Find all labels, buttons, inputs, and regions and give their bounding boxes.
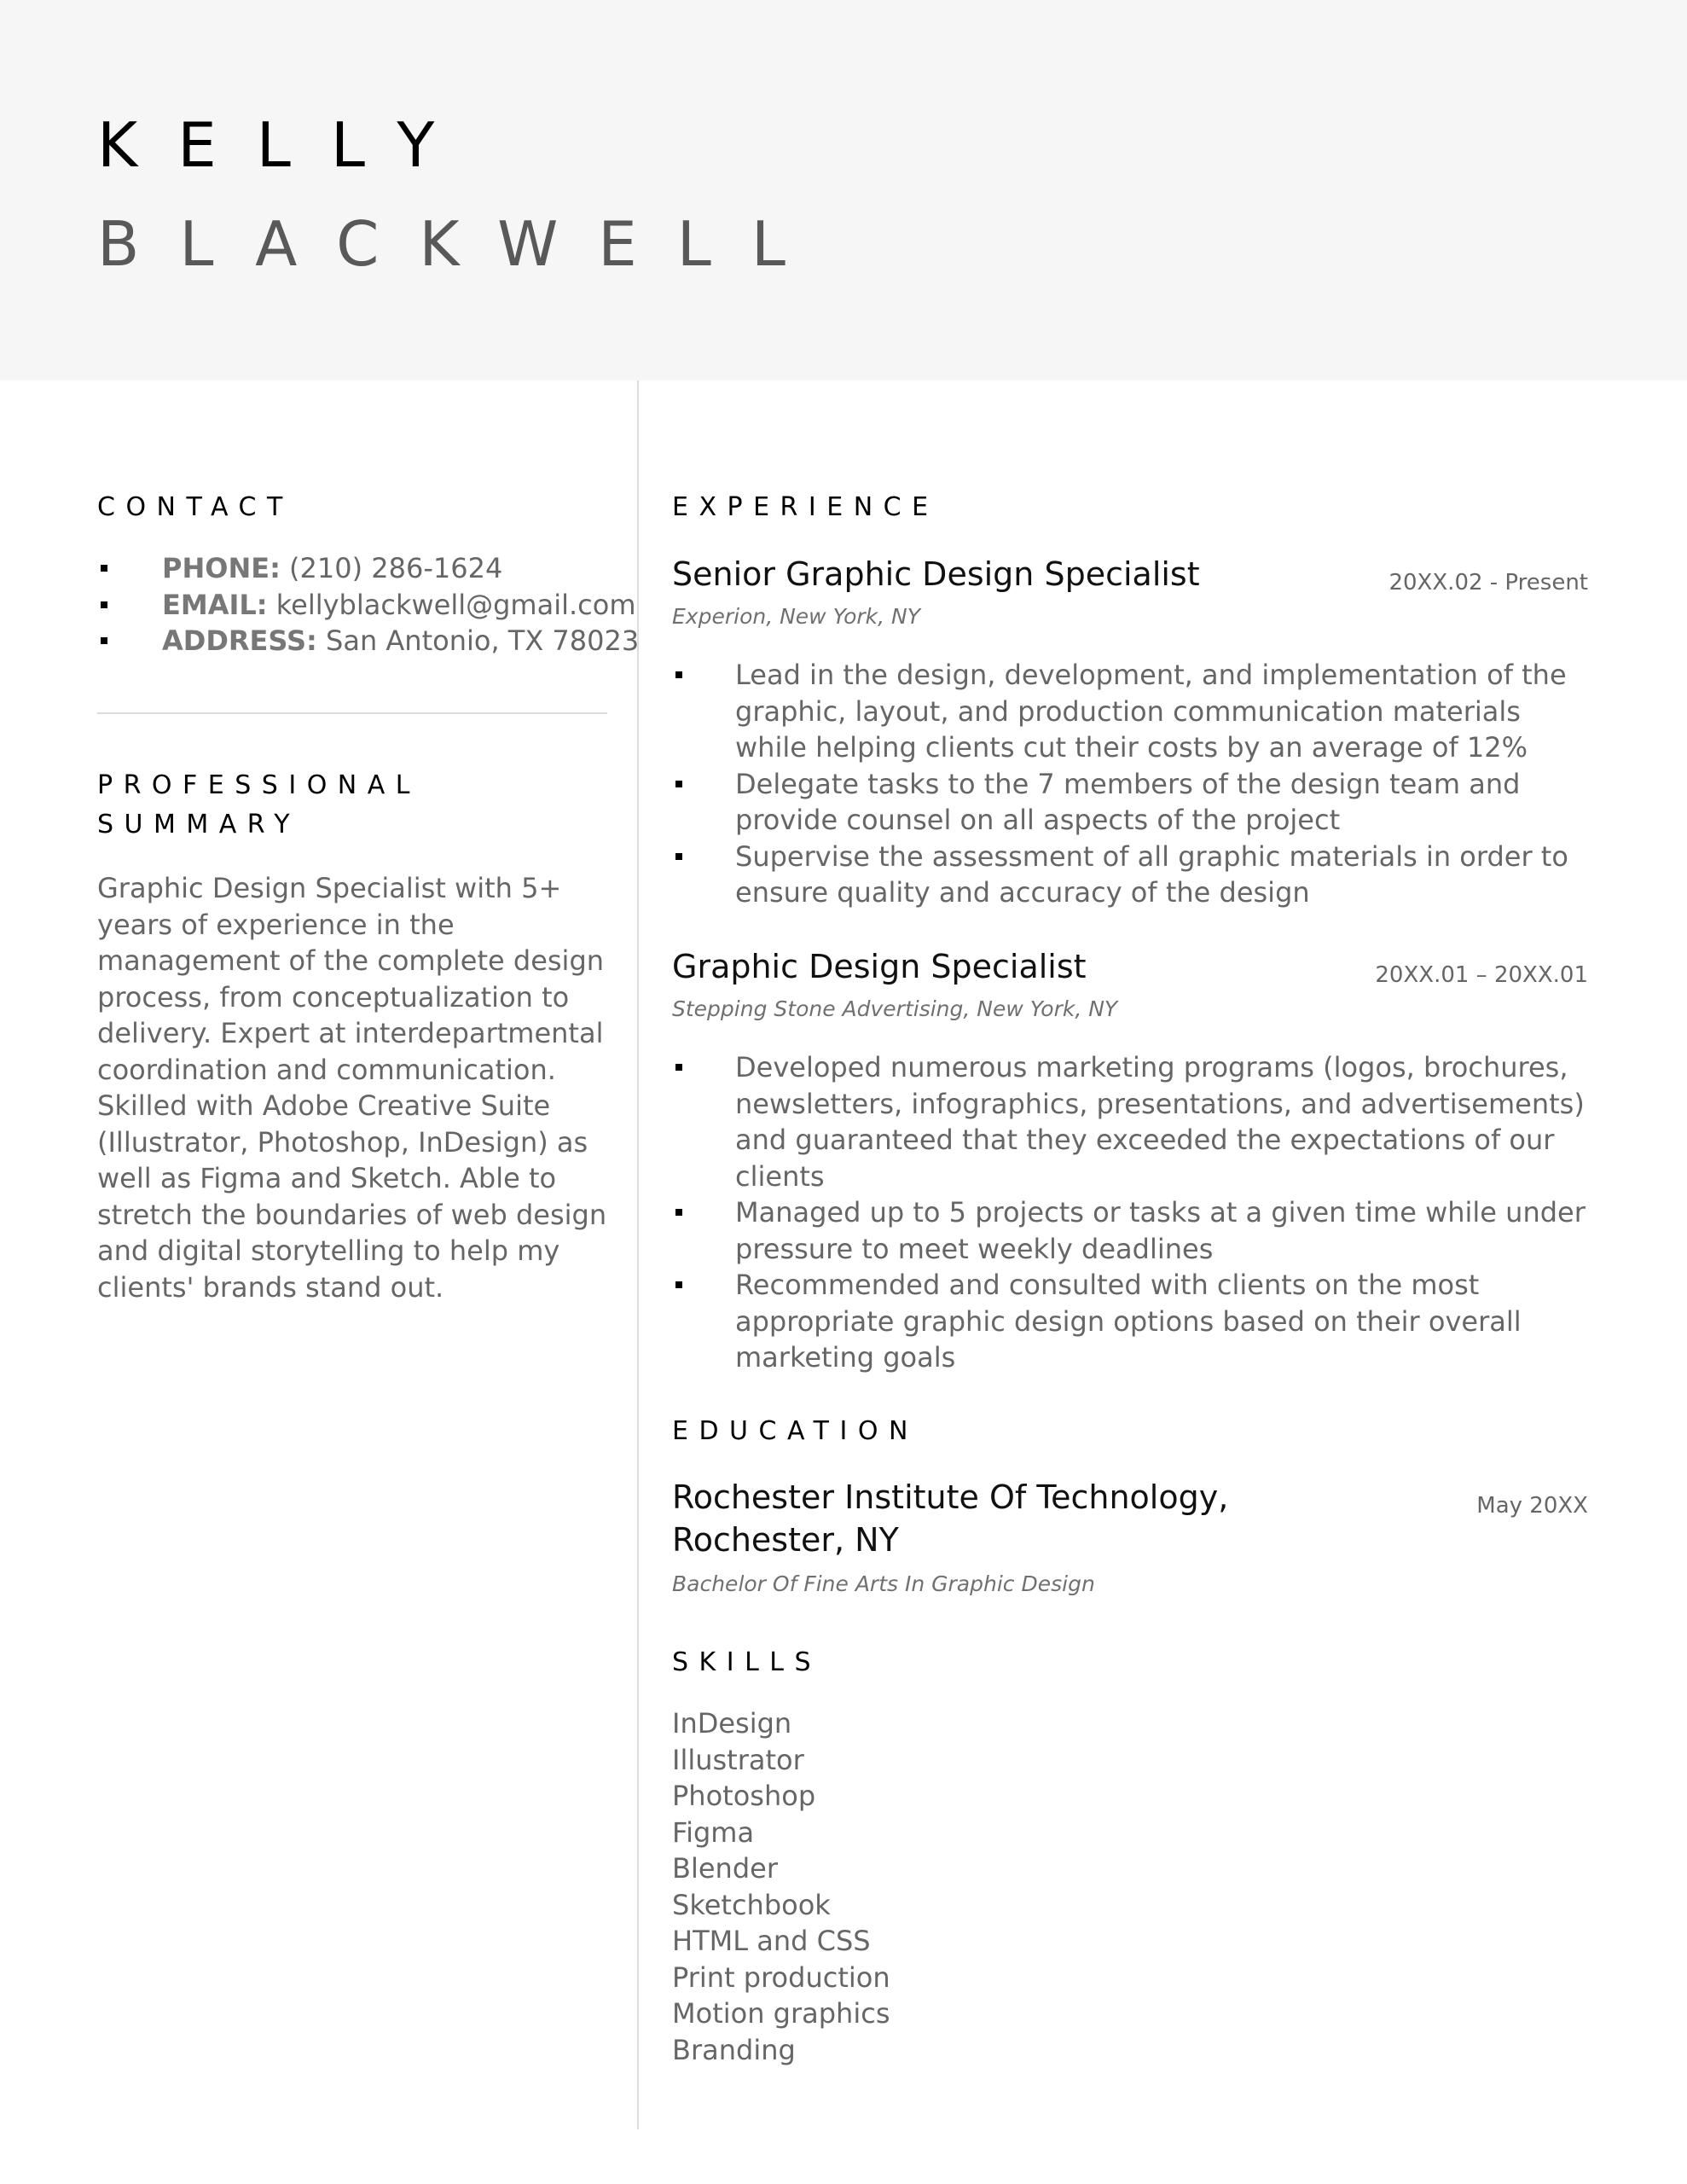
summary-heading-line1: PROFESSIONAL <box>97 770 420 800</box>
list-item <box>672 657 1593 766</box>
contact-divider <box>97 712 607 714</box>
bullet-icon <box>101 601 107 608</box>
summary-heading-line2: SUMMARY <box>97 810 301 839</box>
bullet-icon <box>101 565 107 572</box>
contact-value: (210) 286-1624 <box>280 552 503 584</box>
contact-item-address <box>97 623 640 659</box>
bullet-text: Managed up to 5 projects or tasks at a given time while under pressure to meet weekly deadlines <box>735 1196 1586 1265</box>
list-item <box>672 1049 1593 1194</box>
job-title: Graphic Design Specialist <box>672 948 1087 985</box>
job-bullets <box>672 657 1593 911</box>
school-name-line2: Rochester, NY <box>672 1521 899 1559</box>
name-first: KELLY <box>97 109 475 181</box>
skill-item: Figma <box>672 1815 755 1849</box>
job-company: Stepping Stone Advertising, New York, NY <box>672 996 1118 1021</box>
contact-label: EMAIL: <box>162 588 268 621</box>
skill-item: Illustrator <box>672 1743 804 1776</box>
list-item <box>672 1267 1593 1376</box>
name-last: BLACKWELL <box>97 208 826 280</box>
contact-label: ADDRESS: <box>162 624 317 657</box>
list-item <box>672 1194 1593 1267</box>
bullet-icon <box>675 1209 682 1216</box>
job-date: 20XX.02 - Present <box>1388 570 1588 595</box>
bullet-text: Recommended and consulted with clients on the most appropriate graphic design options based on their overall marketing goals <box>735 1269 1522 1374</box>
skill-item: InDesign <box>672 1707 792 1740</box>
contact-item-email <box>97 587 636 624</box>
bullet-icon <box>101 637 107 644</box>
skill-item: Sketchbook <box>672 1888 831 1921</box>
education-date: May 20XX <box>1476 1493 1588 1519</box>
bullet-text: Developed numerous marketing programs (logos, brochures, newsletters, infographics, presentations, and advertisements) and guaranteed that they exceeded the expectations of our clients <box>735 1051 1585 1193</box>
bullet-text: Supervise the assessment of all graphic materials in order to ensure quality and accuracy of the design <box>735 839 1568 909</box>
bullet-text: Delegate tasks to the 7 members of the design team and provide counsel on all aspects of the project <box>735 767 1521 836</box>
contact-label: PHONE: <box>162 552 281 584</box>
skills-list <box>672 1705 890 2068</box>
skill-item: Photoshop <box>672 1780 816 1812</box>
bullet-icon <box>675 671 682 678</box>
job-date: 20XX.01 – 20XX.01 <box>1375 962 1588 988</box>
bullet-icon <box>675 853 682 860</box>
skill-item: Print production <box>672 1960 890 1994</box>
bullet-icon <box>675 1064 682 1071</box>
list-item <box>672 766 1593 839</box>
job-bullets <box>672 1049 1593 1376</box>
skills-heading: SKILLS <box>672 1647 822 1677</box>
bullet-icon <box>675 1281 682 1288</box>
experience-heading: EXPERIENCE <box>672 492 939 522</box>
bullet-text: Lead in the design, development, and implementation of the graphic, layout, and production communication materials while helping clients cut their costs by an average of 12% <box>735 659 1567 764</box>
bullet-icon <box>675 781 682 787</box>
skill-item: Branding <box>672 2033 796 2066</box>
contact-heading: CONTACT <box>97 492 293 522</box>
contact-value: kellyblackwell@gmail.com <box>267 588 636 621</box>
degree: Bachelor Of Fine Arts In Graphic Design <box>672 1571 1095 1596</box>
job-company: Experion, New York, NY <box>672 604 921 629</box>
skill-item: HTML and CSS <box>672 1925 871 1957</box>
school-name-line1: Rochester Institute Of Technology, <box>672 1478 1229 1516</box>
skill-item: Motion graphics <box>672 1997 890 2030</box>
contact-list <box>97 550 640 659</box>
list-item <box>672 839 1593 911</box>
summary-text: Graphic Design Specialist with 5+ years of experience in the management of the complete design process, from conceptualization to delivery. Expert at interdepartmental coordination and communication. Skilled with Adobe Creative Suite (Illustrator, Photoshop, InDesign) as well as Figma and Sketch. Able to stretch the boundaries of web design and digital storytelling to help my clients' brands stand out. <box>97 872 607 1304</box>
contact-item-phone <box>97 550 626 587</box>
skill-item: Blender <box>672 1852 778 1885</box>
contact-value: San Antonio, TX 78023 <box>316 624 640 657</box>
job-title: Senior Graphic Design Specialist <box>672 555 1200 593</box>
education-heading: EDUCATION <box>672 1416 919 1446</box>
header-band <box>0 0 1687 380</box>
